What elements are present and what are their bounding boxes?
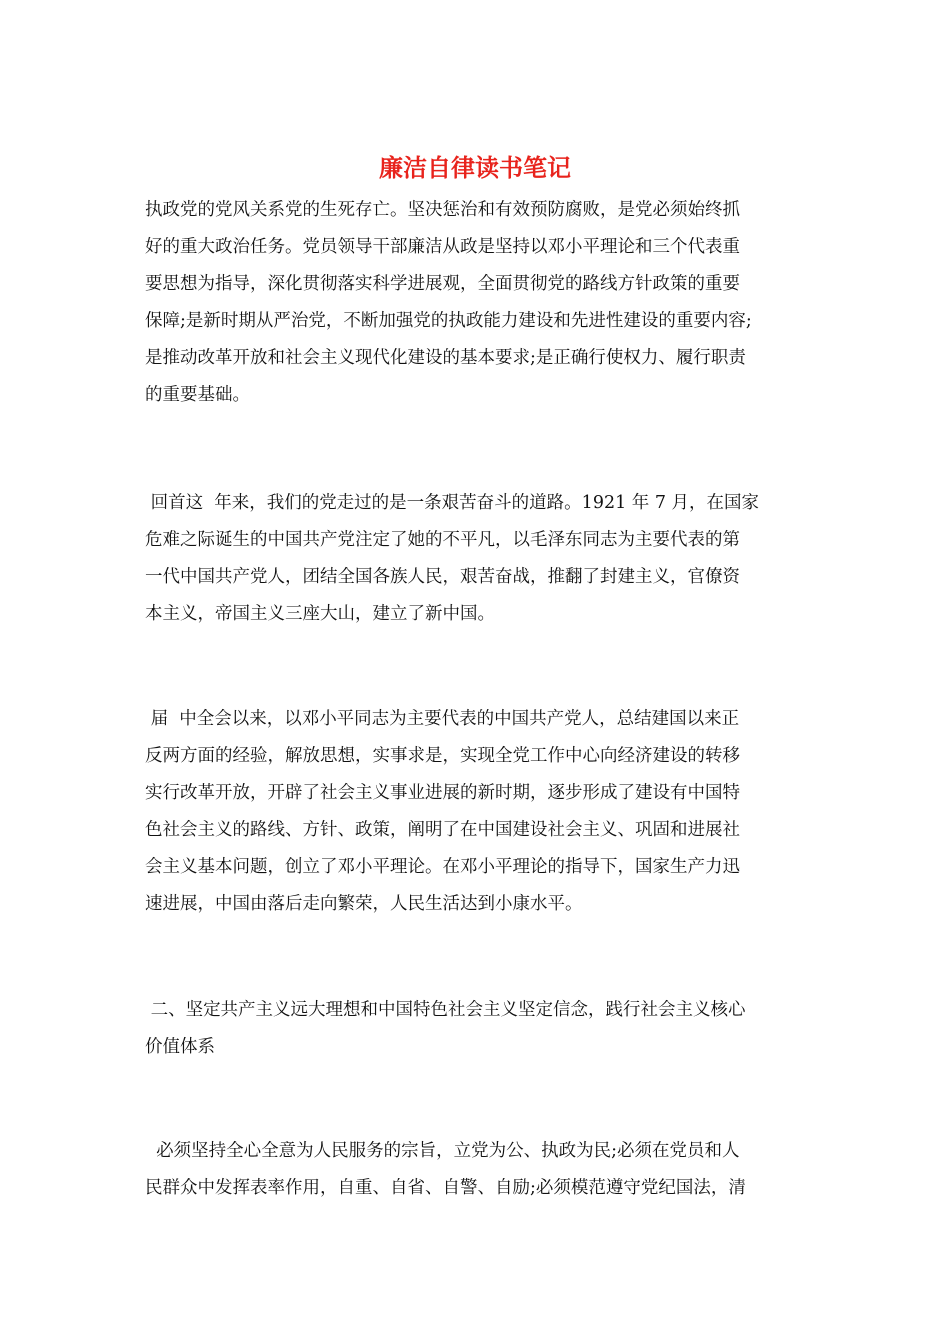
paragraph-3 — [145, 701, 813, 923]
paragraph-line: 会主义基本问题，创立了邓小平理论。在邓小平理论的指导下，国家生产力迅 — [145, 857, 740, 877]
paragraph-2 — [145, 485, 813, 633]
document-title: 廉洁自律读书笔记 — [379, 153, 571, 182]
paragraph-5 — [145, 1133, 813, 1207]
paragraph-line: 民群众中发挥表率作用，自重、自省、自警、自励;必须模范遵守党纪国法，清 — [145, 1178, 746, 1198]
paragraph-line: 本主义，帝国主义三座大山，建立了新中国。 — [145, 604, 495, 624]
section-heading-2 — [145, 992, 813, 1066]
paragraph-line: 危难之际诞生的中国共产党注定了她的不平凡，以毛泽东同志为主要代表的第 — [145, 530, 740, 550]
paragraph-line: 保障;是新时期从严治党，不断加强党的执政能力建设和先进性建设的重要内容; — [145, 311, 752, 331]
paragraph-line: 是推动改革开放和社会主义现代化建设的基本要求;是正确行使权力、履行职责 — [145, 348, 746, 368]
paragraph-line: 速进展，中国由落后走向繁荣，人民生活达到小康水平。 — [145, 894, 583, 914]
paragraph-line: 要思想为指导，深化贯彻落实科学进展观，全面贯彻党的路线方针政策的重要 — [145, 274, 740, 294]
paragraph-line: 届 中全会以来，以邓小平同志为主要代表的中国共产党人，总结建国以来正 — [145, 709, 740, 729]
paragraph-line: 必须坚持全心全意为人民服务的宗旨，立党为公、执政为民;必须在党员和人 — [145, 1141, 740, 1161]
paragraph-line: 回首这 年来，我们的党走过的是一条艰苦奋斗的道路。1921 年 7 月，在国家 — [145, 493, 760, 513]
paragraph-line: 反两方面的经验，解放思想，实事求是，实现全党工作中心向经济建设的转移 — [145, 746, 740, 766]
paragraph-line: 的重要基础。 — [145, 385, 250, 405]
paragraph-line: 一代中国共产党人，团结全国各族人民，艰苦奋战，推翻了封建主义，官僚资 — [145, 567, 740, 587]
paragraph-line: 实行改革开放，开辟了社会主义事业进展的新时期，逐步形成了建设有中国特 — [145, 783, 740, 803]
paragraph-line: 执政党的党风关系党的生死存亡。坚决惩治和有效预防腐败，是党必须始终抓 — [145, 200, 740, 220]
paragraph-line: 二、坚定共产主义远大理想和中国特色社会主义坚定信念，践行社会主义核心 — [145, 1000, 746, 1020]
paragraph-line: 色社会主义的路线、方针、政策，阐明了在中国建设社会主义、巩固和进展社 — [145, 820, 740, 840]
paragraph-line: 好的重大政治任务。党员领导干部廉洁从政是坚持以邓小平理论和三个代表重 — [145, 237, 740, 257]
paragraph-line: 价值体系 — [145, 1037, 215, 1057]
paragraph-1 — [145, 192, 813, 414]
